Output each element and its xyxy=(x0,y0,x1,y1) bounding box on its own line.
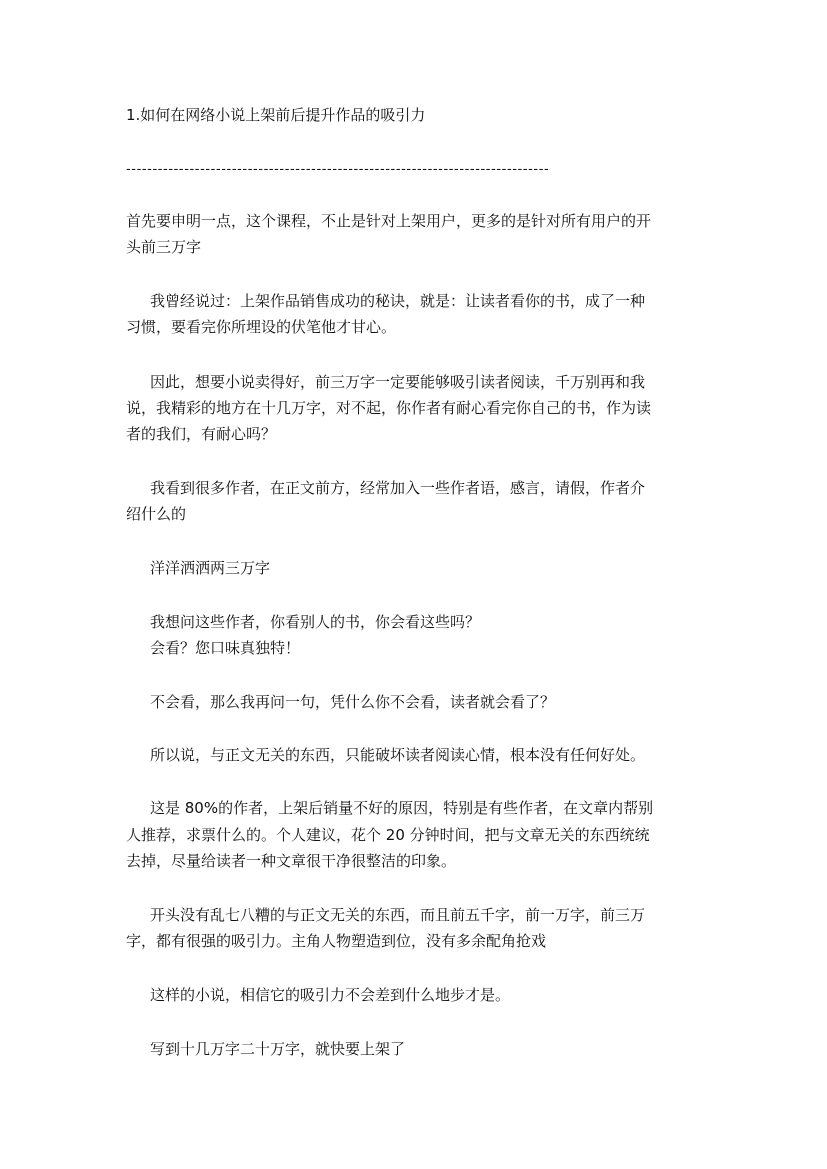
paragraph-line: 这样的小说，相信它的吸引力不会差到什么地步才是。 xyxy=(150,986,511,1004)
paragraph-line: 绍什么的 xyxy=(126,505,187,523)
paragraph-line: 我想问这些作者，你看别人的书，你会看这些吗？ xyxy=(150,613,481,631)
paragraph-line: 所以说，与正文无关的东西，只能破坏读者阅读心情，根本没有任何好处。 xyxy=(150,746,646,764)
paragraph-line: 习惯，要看完你所埋设的伏笔他才甘心。 xyxy=(126,318,397,336)
paragraph-line: 人推荐，求票什么的。个人建议，花个 20 分钟时间，把与文章无关的东西统统 xyxy=(126,826,650,844)
paragraph-line: 者的我们，有耐心吗？ xyxy=(126,425,277,443)
paragraph-line: 这是 80%的作者，上架后销量不好的原因，特别是有些作者，在文章内帮别 xyxy=(150,799,654,817)
paragraph-line: 因此，想要小说卖得好，前三万字一定要能够吸引读者阅读，千万别再和我 xyxy=(150,373,646,391)
document-title: 1.如何在网络小说上架前后提升作品的吸引力 xyxy=(126,106,426,124)
paragraph-line: 洋洋洒洒两三万字 xyxy=(150,559,271,577)
paragraph-line: 去掉，尽量给读者一种文章很干净很整洁的印象。 xyxy=(126,852,457,870)
paragraph-line: 我看到很多作者，在正文前方，经常加入一些作者语，感言，请假，作者介 xyxy=(150,479,646,497)
separator-line: -------------------------------------------------------------------------------- xyxy=(126,162,550,177)
paragraph-line: 字，都有很强的吸引力。主角人物塑造到位，没有多余配角抢戏 xyxy=(126,932,547,950)
paragraph-line: 写到十几万字二十万字，就快要上架了 xyxy=(150,1040,406,1058)
paragraph-line: 开头没有乱七八糟的与正文无关的东西，而且前五千字，前一万字，前三万 xyxy=(150,906,646,924)
paragraph-line: 会看？您口味真独特！ xyxy=(150,639,301,657)
paragraph-line: 不会看，那么我再问一句，凭什么你不会看，读者就会看了？ xyxy=(150,693,556,711)
paragraph-line: 说，我精彩的地方在十几万字，对不起，你作者有耐心看完你自己的书，作为读 xyxy=(126,399,652,417)
paragraph-line: 我曾经说过：上架作品销售成功的秘诀，就是：让读者看你的书，成了一种 xyxy=(150,292,646,310)
paragraph-line: 首先要申明一点，这个课程，不止是针对上架用户，更多的是针对所有用户的开 xyxy=(126,212,652,230)
paragraph-line: 头前三万字 xyxy=(126,238,202,256)
